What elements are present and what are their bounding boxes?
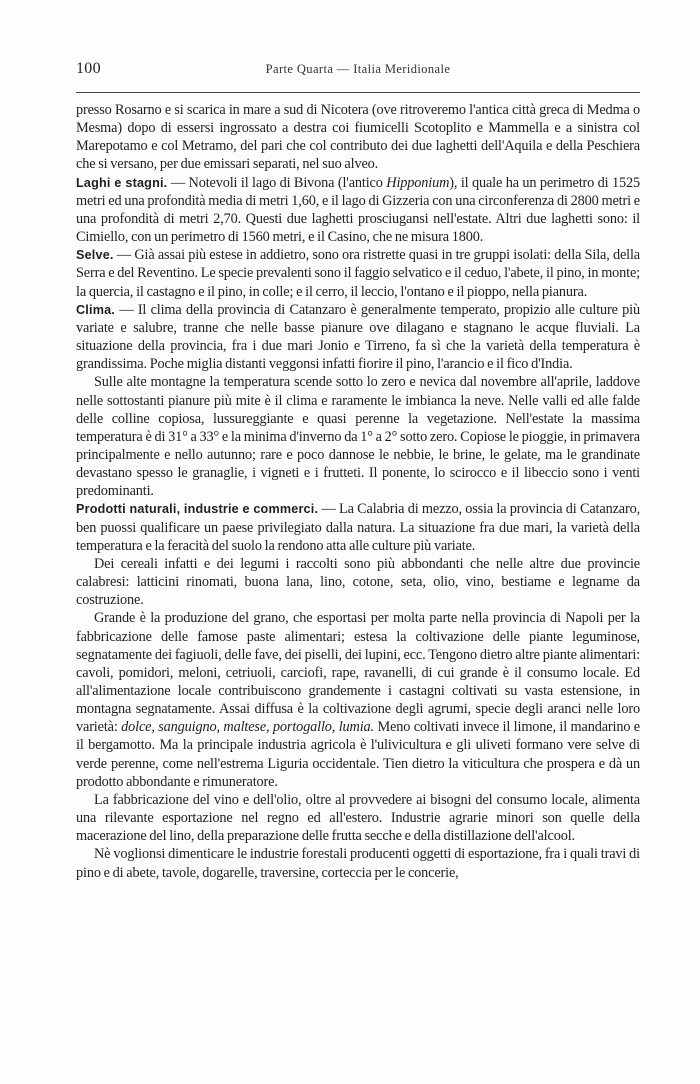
page-header	[76, 60, 640, 82]
paragraph	[76, 845, 640, 881]
text-run: Grande è la produzione del grano, che esportasi per molta parte nella provincia di Napoli per la fabbricazione delle famose paste alimentari; estesa la coltivazione delle piante leguminose, segnatamente dei fagiuoli, delle fave, dei piselli, dei lupini, ecc. Tengono dietro altre piante alimentari: cavoli, pomidori, meloni, cetriuoli, carciofi, rape, ravanelli, di cui grande è il consumo locale. Ed all'alimentazione locale contribuiscono grandemente i castagni coltivati su vasta estensione, in montagna segnatamente. Assai diffusa è la coltivazione degli agrumi, specie degli aranci nelle loro varietà:	[76, 610, 640, 736]
section-heading: Selve.	[76, 248, 114, 263]
paragraph	[76, 373, 640, 500]
italic-text: dolce, sanguigno, maltese, portogallo, lumia.	[121, 719, 374, 736]
page-number: 100	[76, 60, 101, 77]
text-run: — Notevoli il lago di Bivona (l'antico	[167, 174, 387, 191]
text-run: presso Rosarno e si scarica in mare a sud di Nicotera (ove ritroveremo l'antica città greca di Medma o Mesma) dopo di essersi ingrossato a destra coi fiumicelli Scotoplito e Mammella e a sinistra col Marepotamo e col Metramo, del pari che col contributo dei due laghetti dell'Aquila e della Peschiera che si versano, per due emissari separati, nel suo alveo.	[76, 102, 640, 173]
italic-text: Hipponium	[386, 174, 450, 191]
paragraph	[76, 500, 640, 554]
paragraph	[76, 301, 640, 374]
text-run: Sulle alte montagne la temperatura scende sotto lo zero e nevica dal novembre all'aprile, laddove nelle sottostanti pianure più mite è il clima e raramente le imbianca la neve. Nelle valli ed alle falde delle colline copiosa, lussureggiante e quasi perenne la vegetazione. Nell'estate la massima temperatura è di 31° a 33° e la minima d'inverno da 1° a 2° sotto zero. Copiose le pioggie, in primavera principalmente e nello autunno; rare e poco dannose le nebbie, le brine, le gelate, ma le grandinate devastano spesso le granaglie, i vigneti e i frutteti. Il ponente, lo scirocco e il libeccio sono i venti predominanti.	[76, 374, 640, 500]
paragraph	[76, 174, 640, 247]
running-title: Parte Quarta — Italia Meridionale	[265, 62, 451, 76]
body-text	[76, 101, 640, 882]
paragraph	[76, 555, 640, 609]
section-heading: Laghi e stagni.	[76, 175, 168, 190]
text-run: ), il quale ha un perimetro di 1525 metri ed una profondità media di metri 1,60, e il lago di Gizzeria con una circonferenza di 2800 metri e una profondità di metri 2,70. Questi due laghetti prosciugansi nell'estate. Altri due laghetti sono: il Cimiello, con un perimetro di 1560 metri, e il Casino, che ne misura 1800.	[76, 174, 641, 246]
text-run: La fabbricazione del vino e dell'olio, oltre al provvedere ai bisogni del consumo locale, alimenta una rilevante esportazione nel regno ed all'estero. Industrie agrarie minori son quelle della macerazione del lino, della preparazione delle frutta secche e della distillazione dell'alcool.	[76, 791, 640, 845]
paragraph	[76, 246, 640, 300]
text-run: Nè voglionsi dimenticare le industrie forestali producenti oggetti di esportazione, fra i quali travi di pino e di abete, tavole, dogarelle, traversine, corteccia per le concerie,	[76, 846, 640, 881]
text-run: Meno coltivati invece il limone, il mandarino e il bergamotto. Ma la principale industria agricola è l'ulivicultura e gli uliveti formano vere selve di verde perenne, come nell'estrema Liguria occidentale. Tien dietro la viticultura che prospera e dà un prodotto abbondante e rimuneratore.	[76, 719, 640, 790]
text-run: Dei cereali infatti e dei legumi i raccolti sono più abbondanti che nelle altre due provincie calabresi: latticini rinomati, buona lana, lino, cotone, seta, olio, vino, bestiame e legname da costruzione.	[76, 555, 640, 609]
paragraph	[76, 101, 640, 174]
paragraph	[76, 791, 640, 845]
text-run: — Il clima della provincia di Catanzaro è generalmente temperato, propizio alle culture più variate e salubre, tranne che nelle basse pianure ove dilagano e stagnano le acque fluviali. La situazione della provincia, fra i due mari Jonio e Tirreno, fa sì che la varietà della temperatura è grandissima. Poche miglia distanti veggonsi infatti fiorire il pino, l'arancio e il fico d'India.	[76, 301, 640, 373]
section-heading: Clima.	[76, 302, 115, 317]
header-rule	[76, 92, 640, 93]
section-heading: Prodotti naturali, industrie e commerci.	[76, 502, 319, 517]
text-run: — Già assai più estese in addietro, sono ora ristrette quasi in tre gruppi isolati: della Sila, della Serra e del Reventino. Le specie prevalenti sono il faggio selvatico e il ceduo, l'abete, il pino, in monte; la quercia, il castagno e il pino, in colle; e il cerro, il leccio, l'ontano e il pioppo, nella pianura.	[76, 247, 640, 300]
paragraph	[76, 609, 640, 791]
text-run: — La Calabria di mezzo, ossia la provincia di Catanzaro, ben puossi qualificare un paese privilegiato dalla natura. La situazione fra due mari, la varietà della temperatura e la feracità del suolo la rendono atta alle culture più variate.	[76, 501, 640, 554]
